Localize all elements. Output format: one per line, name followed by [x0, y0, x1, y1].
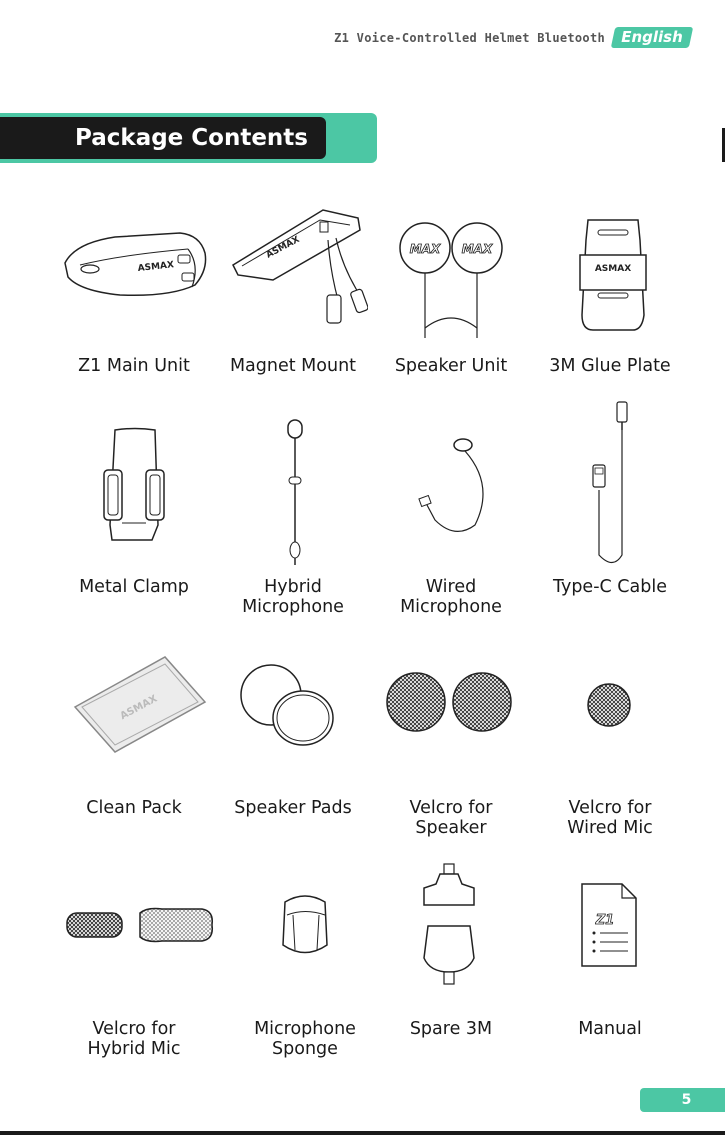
item-label-velcro-speaker: Velcro for Speaker: [409, 798, 493, 838]
item-label-hybrid-microphone: Hybrid Microphone: [242, 577, 344, 617]
metal-clamp-icon: [100, 425, 170, 545]
speaker-unit-icon: [395, 218, 510, 348]
language-label: English: [621, 28, 683, 46]
spare-3m-icon: [418, 860, 480, 990]
item-label-glue-plate: 3M Glue Plate: [549, 356, 671, 376]
language-badge: [611, 27, 693, 48]
manual-icon: [578, 880, 640, 970]
velcro-hybrid-mic-icon: [62, 905, 217, 945]
item-label-spare-3m: Spare 3M: [409, 1019, 493, 1039]
item-label-metal-clamp: Metal Clamp: [79, 577, 189, 597]
manual-logo: Z1: [595, 913, 615, 928]
glue-plate-logo: ASMAX: [594, 264, 632, 274]
speaker-left-logo: MAX: [409, 242, 441, 256]
main-unit-icon: [60, 225, 210, 300]
magnet-mount-logo: ASMAX: [264, 234, 302, 261]
item-label-velcro-wired-mic: Velcro for Wired Mic: [567, 798, 653, 838]
item-label-microphone-sponge: Microphone Sponge: [254, 1019, 356, 1059]
bottom-rule: [0, 1131, 725, 1135]
speaker-pads-icon: [235, 660, 345, 755]
item-label-speaker-unit: Speaker Unit: [394, 356, 508, 376]
item-label-type-c-cable: Type-C Cable: [553, 577, 667, 597]
glue-plate-icon: [578, 215, 648, 335]
header-title: Z1 Voice-Controlled Helmet Bluetooth: [334, 31, 605, 45]
item-label-velcro-hybrid-mic: Velcro for Hybrid Mic: [87, 1019, 181, 1059]
velcro-speaker-icon: [385, 670, 515, 735]
type-c-cable-icon: [585, 400, 640, 570]
main-unit-logo: ASMAX: [137, 260, 175, 274]
wired-microphone-icon: [415, 435, 490, 540]
item-label-speaker-pads: Speaker Pads: [234, 798, 352, 818]
item-label-main-unit: Z1 Main Unit: [78, 356, 190, 376]
item-label-wired-microphone: Wired Microphone: [400, 577, 502, 617]
page-number-badge: [640, 1088, 725, 1112]
page-number: 5: [681, 1092, 692, 1108]
section-title: Package Contents: [75, 125, 308, 151]
clean-pack-icon: [70, 652, 210, 762]
microphone-sponge-icon: [275, 890, 335, 960]
hybrid-microphone-icon: [280, 415, 310, 570]
speaker-right-logo: MAX: [461, 242, 493, 256]
item-label-manual: Manual: [578, 1019, 642, 1039]
magnet-mount-icon: [228, 200, 368, 330]
item-label-clean-pack: Clean Pack: [86, 798, 182, 818]
item-label-magnet-mount: Magnet Mount: [229, 356, 357, 376]
velcro-wired-mic-icon: [586, 682, 632, 728]
clean-pack-logo: ASMAX: [118, 693, 160, 723]
